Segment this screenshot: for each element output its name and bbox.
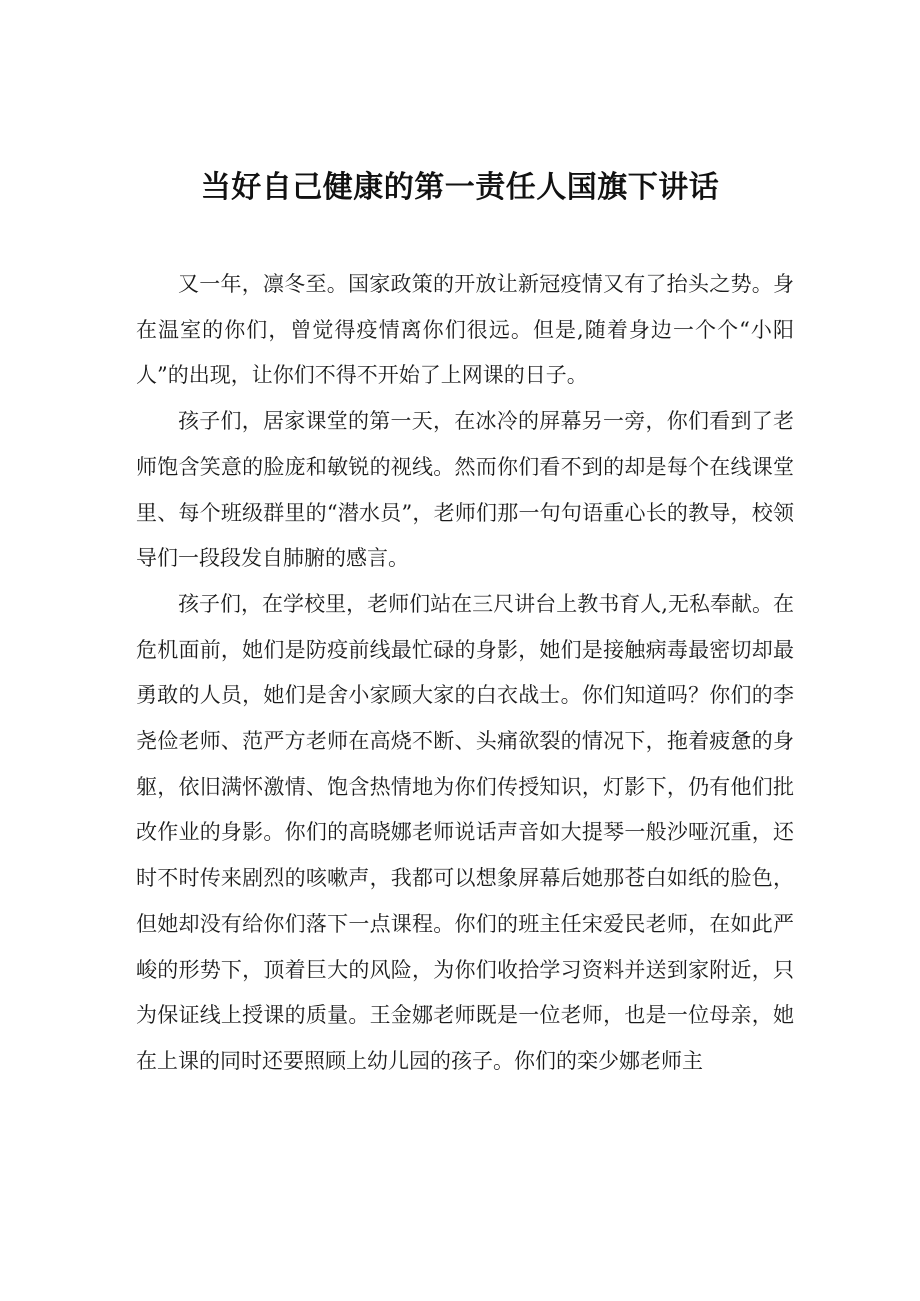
document-body bbox=[136, 262, 794, 1085]
paragraph-2: 孩子们，居家课堂的第一天，在冰冷的屏幕另一旁，你们看到了老师饱含笑意的脸庞和敏锐的视线。然而你们看不到的却是每个在线课堂里、每个班级群里的“潜水员”，老师们那一句句语重心长的教导，校领导们一段段发自肺腑的感言。 bbox=[136, 409, 794, 571]
paragraph-3: 孩子们，在学校里，老师们站在三尺讲台上教书育人,无私奉献。在危机面前，她们是防疫前线最忙碌的身影，她们是接触病毒最密切却最勇敢的人员，她们是舍小家顾大家的白衣战士。你们知道吗？你们的李尧俭老师、范严方老师在高烧不断、头痛欲裂的情况下，拖着疲惫的身躯，依旧满怀激情、饱含热情地为你们传授知识，灯影下，仍有他们批改作业的身影。你们的高晓娜老师说话声音如大提琴一般沙哑沉重，还时不时传来剧烈的咳嗽声，我都可以想象屏幕后她那苍白如纸的脸色，但她却没有给你们落下一点课程。你们的班主任宋爱民老师，在如此严峻的形势下，顶着巨大的风险，为你们收拾学习资料并送到家附近，只为保证线上授课的质量。王金娜老师既是一位老师，也是一位母亲，她在上课的同时还要照顾上幼儿园的孩子。你们的栾少娜老师主 bbox=[136, 591, 794, 1073]
page-title: 当好自己健康的第一责任人国旗下讲话 bbox=[200, 170, 720, 205]
paragraph-1: 又一年，凛冬至。国家政策的开放让新冠疫情又有了抬头之势。身在温室的你们，曾觉得疫情离你们很远。但是,随着身边一个个“小阳人”的出现，让你们不得不开始了上网课的日子。 bbox=[136, 272, 794, 388]
